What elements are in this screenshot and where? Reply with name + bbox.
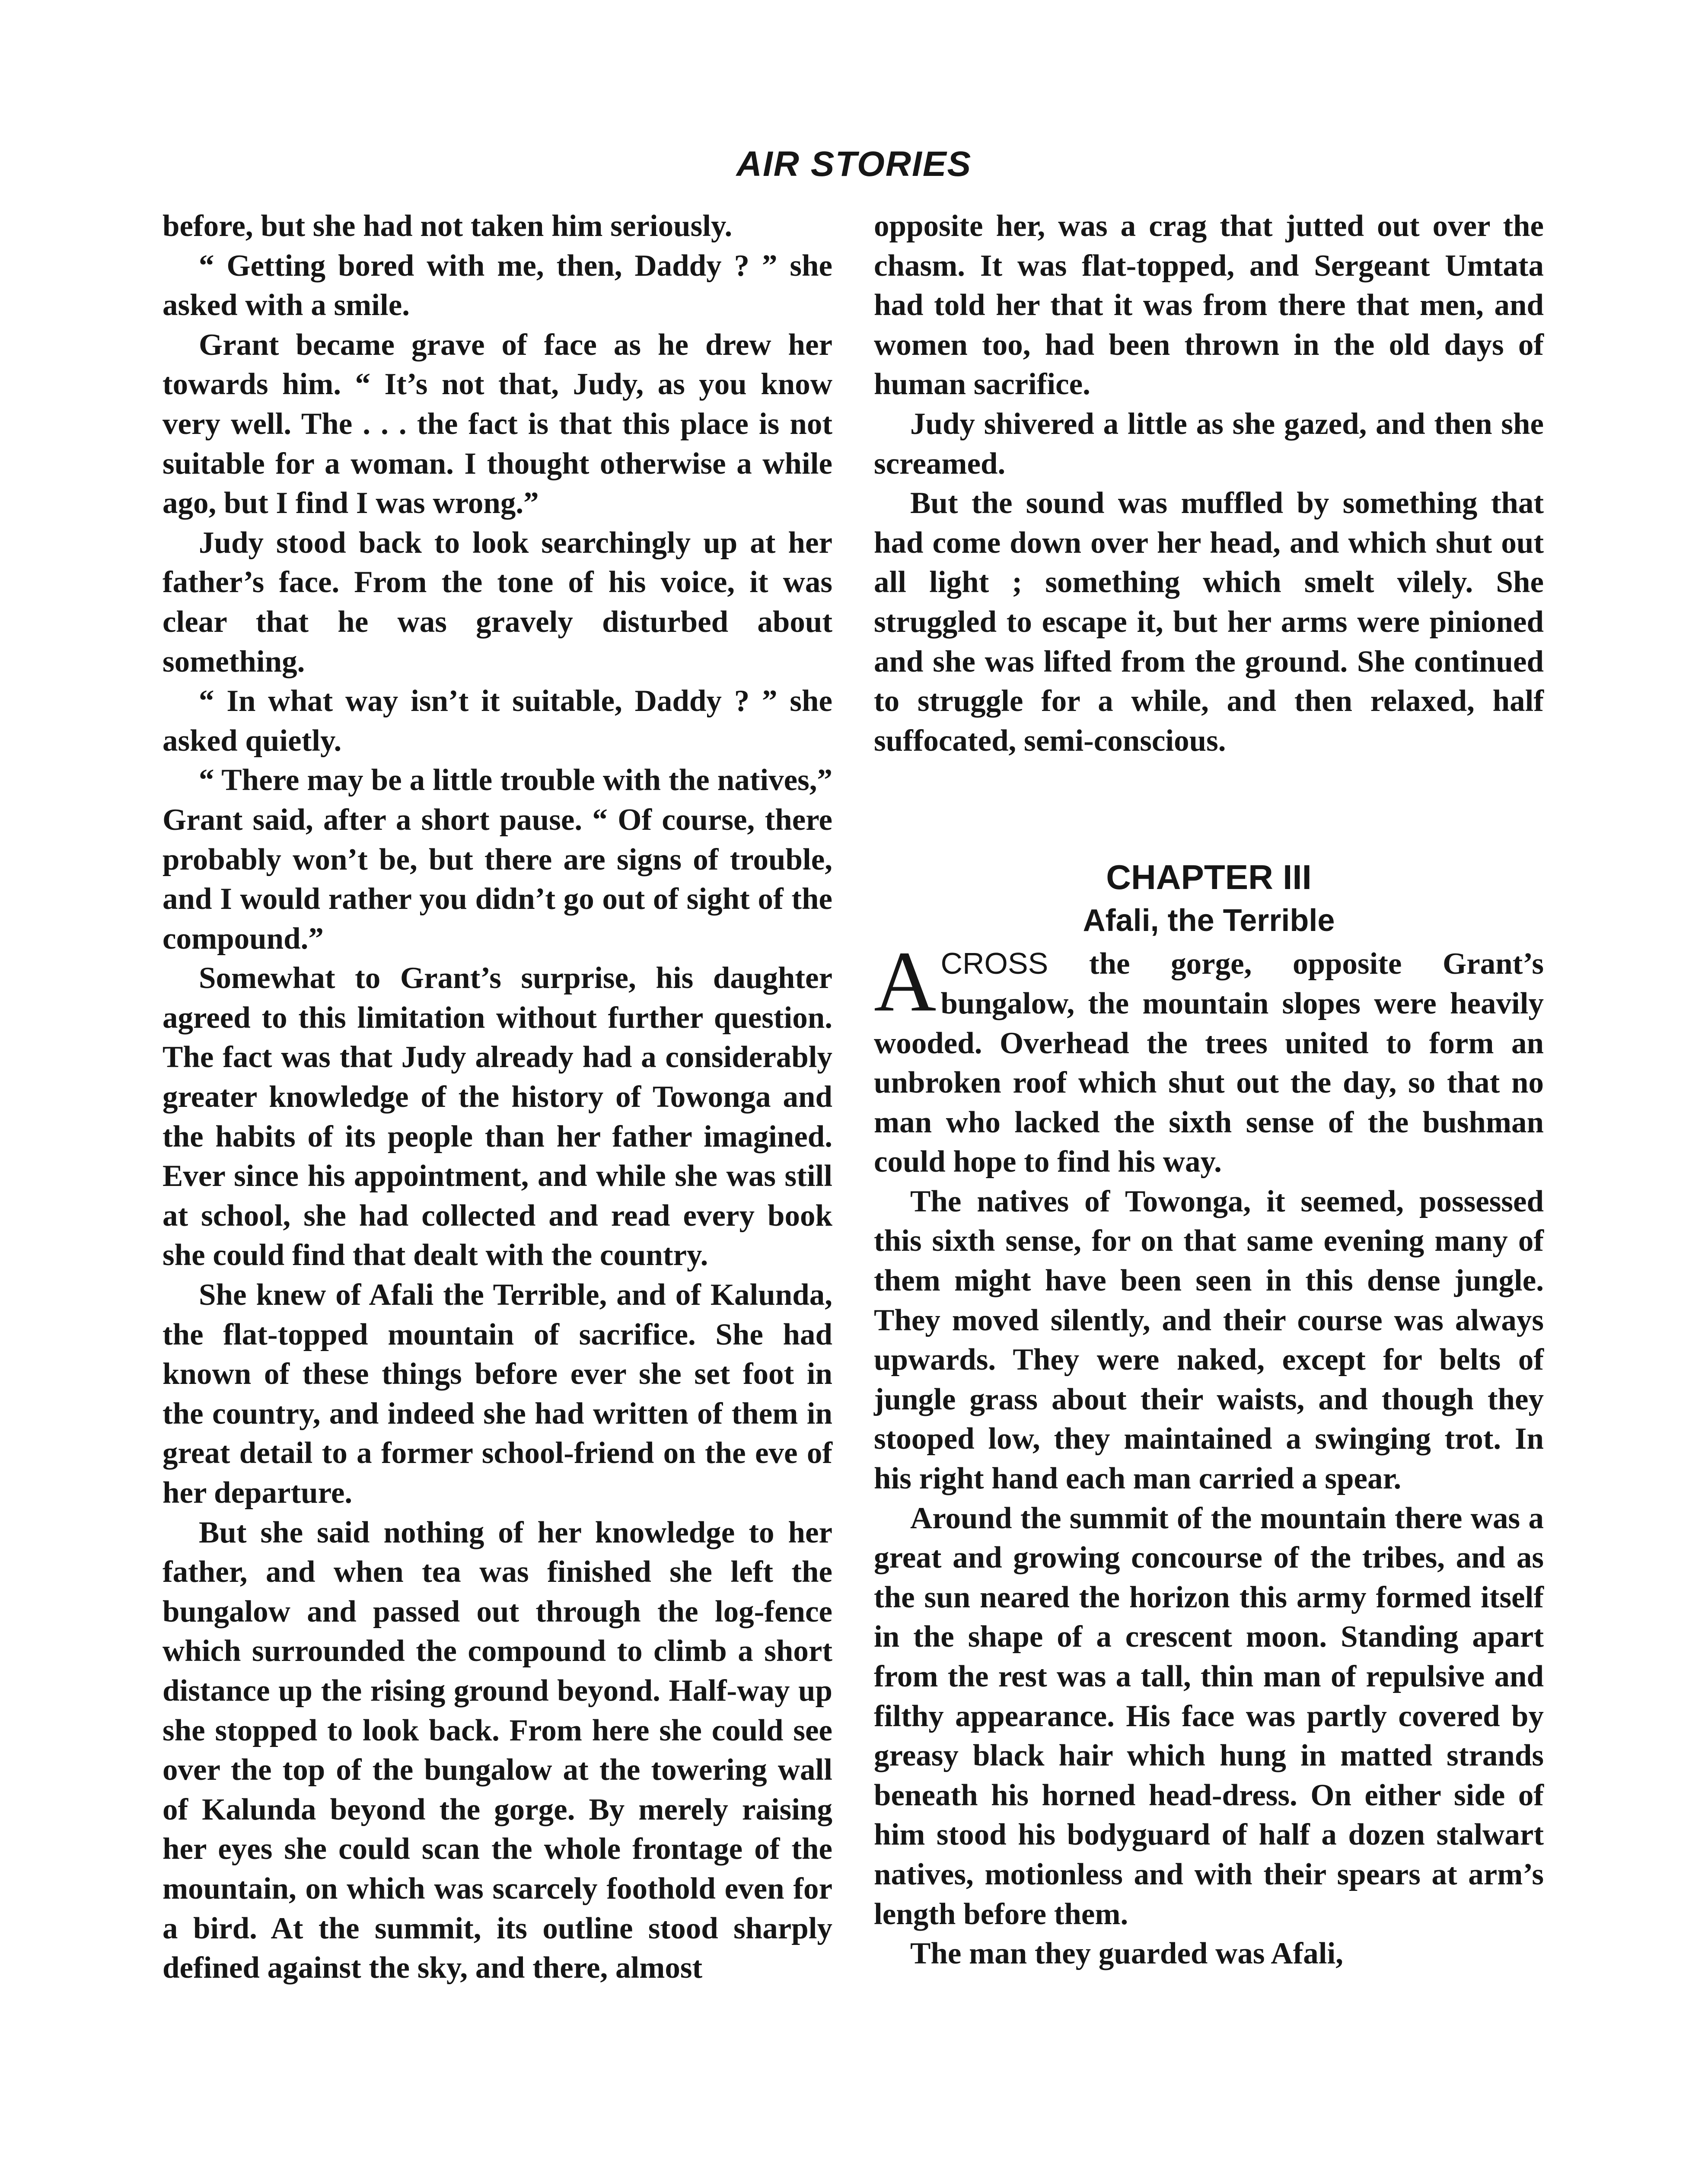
paragraph: The natives of Towonga, it seemed, possessed this sixth sense, for on that same evening many of them might have been seen in this dense jungle. They moved silently, and their course was always upwards. They were naked, except for belts of jungle grass about their waists, and though they stooped low, they maintained a swinging trot. In his right hand each man carried a spear.	[874, 1184, 1544, 1496]
paragraph: “ Getting bored with me, then, Daddy ? ” she asked with a smile.	[163, 249, 832, 322]
paragraph: before, but she had not taken him seriously.	[163, 209, 733, 243]
chapter-subtitle: Afali, the Terrible	[1083, 903, 1335, 938]
lead-in-words: CROSS	[940, 947, 1048, 981]
paragraph: But the sound was muffled by something that had come down over her head, and which shut out all light ; something which smelt vilely. She struggled to escape it, but her arms were pinioned and she was lifted from the ground. She continued to struggle for a while, and then relaxed, half suffocated, semi-conscious.	[874, 486, 1544, 758]
paragraph: Somewhat to Grant’s surprise, his daughter agreed to this limitation without further question. The fact was that Judy already had a considerably greater knowledge of the history of Towonga and the habits of its people than her father imagined. Ever since his appointment, and while she was still at school, she had collected and read every book she could find that dealt with the country.	[163, 961, 832, 1272]
paragraph: Judy shivered a little as she gazed, and then she screamed.	[874, 407, 1544, 481]
drop-cap: A	[874, 934, 937, 1030]
paragraph: opposite her, was a crag that jutted out over the chasm. It was flat-topped, and Sergeant Umtata had told her that it was from there that men, and women too, had been thrown in the old days of human sacrifice.	[874, 209, 1544, 402]
paragraph-text: the gorge, opposite Grant’s bungalow, the mountain slopes were heavily wooded. Overhead the trees united to form an unbroken roof which shut out the day, so that no man who lacked the sixth sense of the bushman could hope to find his way.	[874, 947, 1544, 1179]
chapter-title: CHAPTER III	[1106, 858, 1312, 897]
paragraph: She knew of Afali the Terrible, and of Kalunda, the flat-topped mountain of sacrifice. She had known of these things before ever she set foot in the country, and indeed she had written of them in great detail to a former school-friend on the eve of her departure.	[163, 1278, 832, 1510]
paragraph: But she said nothing of her knowledge to her father, and when tea was finished she left the bungalow and passed out through the log-fence which surrounded the compound to climb a short distance up the rising ground beyond. Half-way up she stopped to look back. From here she could see over the top of the bungalow at the towering wall of Kalunda beyond the gorge. By merely raising her eyes she could scan the whole frontage of the mountain, on which was scarcely foothold even for a bird. At the summit, its outline stood sharply defined against the sky, and there, almost	[163, 1515, 832, 1985]
running-head: AIR STORIES	[736, 144, 972, 184]
paragraph: Around the summit of the mountain there was a great and growing concourse of the tribes, and as the sun neared the horizon this army formed itself in the shape of a crescent moon. Standing apart from the rest was a tall, thin man of repulsive and filthy appearance. His face was partly covered by greasy black hair which hung in matted strands beneath his horned head-dress. On either side of him stood his bodyguard of half a dozen stalwart natives, motionless and with their spears at arm’s length before them.	[874, 1501, 1544, 1931]
paragraph: “ In what way isn’t it suitable, Daddy ? ” she asked quietly.	[163, 684, 832, 758]
right-column	[874, 207, 1544, 1974]
left-column	[163, 207, 832, 1988]
paragraph: Judy stood back to look searchingly up at her father’s face. From the tone of his voice, it was clear that he was gravely disturbed about something.	[163, 526, 832, 679]
section-gap	[874, 761, 1544, 856]
chapter-opening-paragraph	[874, 934, 1544, 1182]
paragraph: Grant became grave of face as he drew her towards him. “ It’s not that, Judy, as you know very well. The . . . the fact is that this place is not suitable for a woman. I thought otherwise a while ago, but I find I was wrong.”	[163, 328, 832, 520]
paragraph: The man they guarded was Afali,	[910, 1937, 1343, 1971]
paragraph: “ There may be a little trouble with the natives,” Grant said, after a short pause. “ Of course, there probably won’t be, but there are signs of trouble, and I would rather you didn’t go out of sight of the compound.”	[163, 763, 832, 956]
